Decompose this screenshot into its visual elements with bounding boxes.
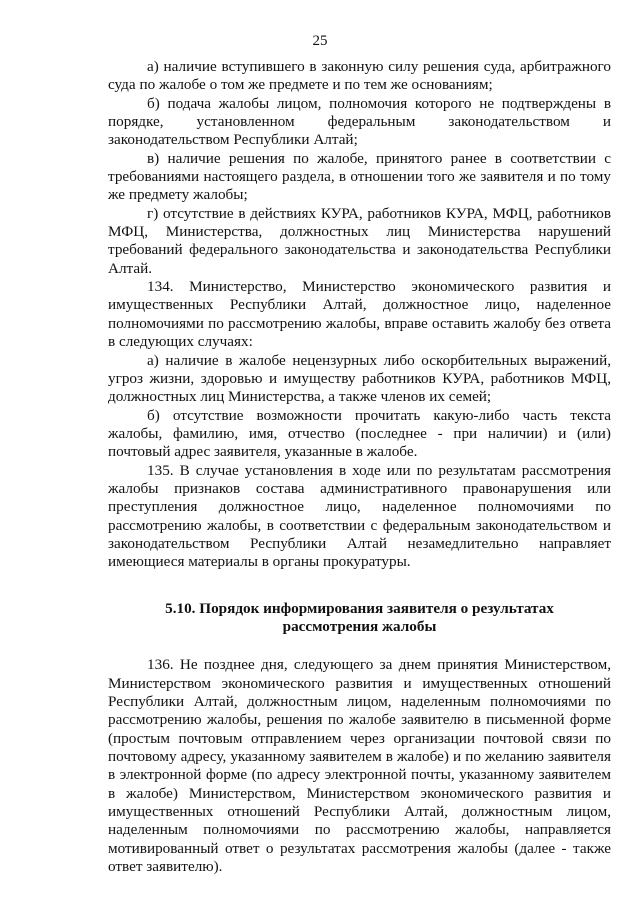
paragraph-grounds-b: б) подача жалобы лицом, полномочия которого не подтверждены в порядке, установленном федеральным законодательством и законодательством Республики Алтай; — [108, 94, 611, 149]
paragraph-grounds-g: г) отсутствие в действиях КУРА, работников КУРА, МФЦ, работников МФЦ, Министерства, должностных лиц Министерства нарушений требований федерального законодательства и законодательства Республики Алтай. — [108, 204, 611, 277]
paragraph-grounds-v: в) наличие решения по жалобе, принятого ранее в соответствии с требованиями настоящего раздела, в отношении того же заявителя и по тому же предмету жалобы; — [108, 149, 611, 204]
paragraph-134: 134. Министерство, Министерство экономического развития и имущественных Республики Алтай, должностное лицо, наделенное полномочиями по рассмотрению жалобы, вправе оставить жалобу без ответа в следующих случаях: — [108, 278, 611, 351]
section-heading-line-2: рассмотрения жалобы — [282, 617, 437, 635]
paragraph-grounds-a: а) наличие вступившего в законную силу решения суда, арбитражного суда по жалобе о том же предмете и по тем же основаниям; — [108, 58, 611, 94]
paragraph-134-b: б) отсутствие возможности прочитать какую-либо часть текста жалобы, фамилию, имя, отчество (последнее - при наличии) и (или) почтовый адрес заявителя, указанные в жалобе. — [108, 406, 611, 461]
page-number: 25 — [312, 33, 328, 49]
document-body — [108, 58, 611, 876]
paragraph-135: 135. В случае установления в ходе или по результатам рассмотрения жалобы признаков состава административного правонарушения или преступления должностное лицо, наделенное полномочиями по рассмотрению жалобы, в соответствии с федеральным законодательством и законодательством Республики Алтай незамедлительно направляет имеющиеся материалы в органы прокуратуры. — [108, 461, 611, 571]
paragraph-136: 136. Не позднее дня, следующего за днем принятия Министерством, Министерством экономического развития и имущественных отношений Республики Алтай, должностным лицом, наделенным полномочиями по рассмотрению жалобы, решения по жалобе заявителю в письменной форме (простым почтовым отправлением через организации почтовой связи по почтовому адресу, указанному заявителем в жалобе) и по желанию заявителя в электронной форме (по адресу электронной почты, указанному заявителем в жалобе) Министерством, Министерством экономического развития и имущественных отношений Республики Алтай, должностным лицом, наделенным полномочиями по рассмотрению жалобы, направляется мотивированный ответ о результатах рассмотрения жалобы (далее - также ответ заявителю). — [108, 656, 611, 876]
section-heading — [108, 600, 611, 637]
paragraph-134-a: а) наличие в жалобе нецензурных либо оскорбительных выражений, угроз жизни, здоровью и имуществу работников КУРА, работников МФЦ, должностных лиц Министерства, а также членов их семей; — [108, 351, 611, 406]
section-heading-line-1: 5.10. Порядок информирования заявителя о результатах — [165, 599, 554, 617]
